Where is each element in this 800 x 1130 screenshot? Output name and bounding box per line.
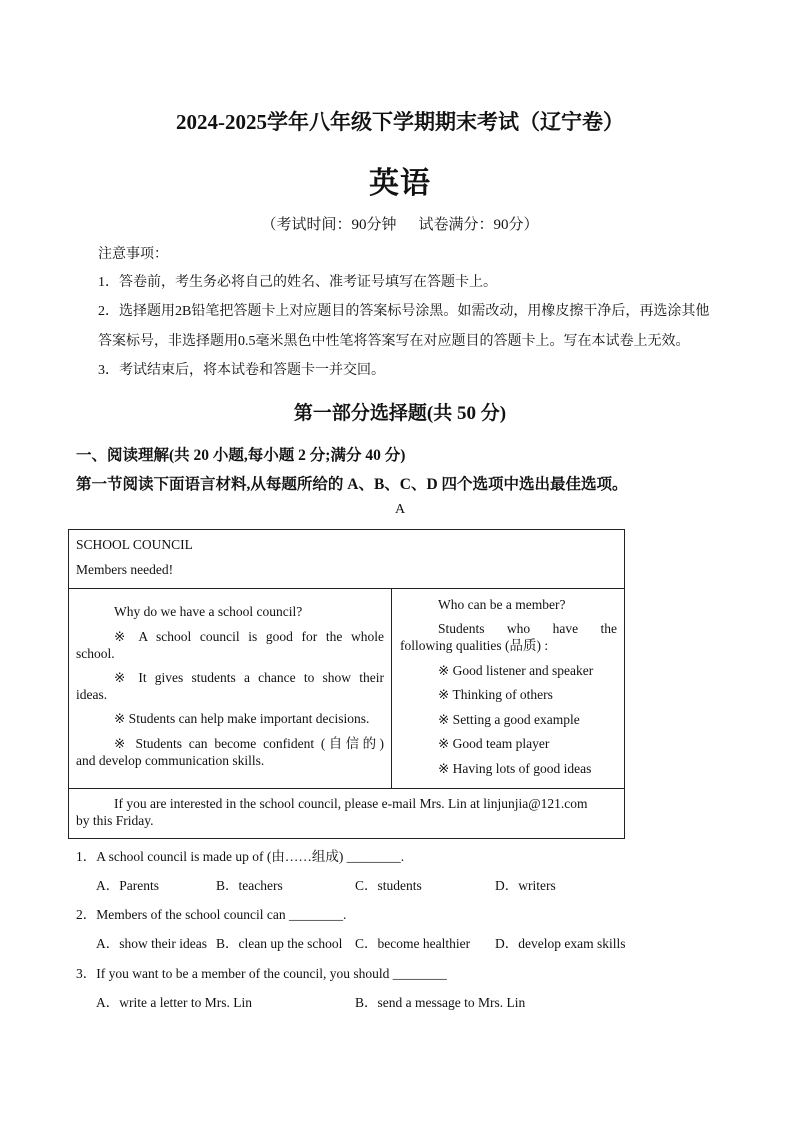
note-item-1: 1．答卷前，考生务必将自己的姓名、准考证号填写在答题卡上。	[98, 275, 497, 290]
section1-instruction: 第一节阅读下面语言材料,从每题所给的 A、B、C、D 四个选项中选出最佳选项。	[76, 476, 628, 493]
exam-title: 2024-2025学年八年级下学期期末考试（辽宁卷）	[176, 110, 624, 134]
right-title: Who can be a member?	[438, 597, 566, 612]
left-point-1: ※ A school council is good for the whole	[114, 629, 384, 644]
notice-subheading: Members needed!	[76, 562, 174, 577]
question-2-stem: 2．Members of the school council can ________.	[76, 907, 347, 922]
notice-divider	[391, 588, 392, 789]
right-intro-1: Students who have the	[438, 621, 617, 636]
left-point-4: ※ Students can become confident (自信的)	[114, 736, 384, 751]
note-item-2: 2．选择题用2B铅笔把答题卡上对应题目的答案标号涂黑。如需改动，用橡皮擦干净后，再选涂其他	[98, 304, 710, 319]
exam-info	[0, 213, 800, 234]
left-point-2-cont: ideas.	[76, 687, 108, 702]
question-1-option-b[interactable]: B．teachers	[216, 878, 283, 893]
right-point-1: ※ Good listener and speaker	[438, 663, 594, 678]
notes-heading: 注意事项：	[98, 247, 168, 262]
question-2-option-d[interactable]: D．develop exam skills	[495, 936, 626, 951]
notice-heading: SCHOOL COUNCIL	[76, 537, 193, 552]
section1-title: 一、阅读理解(共 20 小题,每小题 2 分;满分 40 分)	[76, 447, 406, 464]
question-1-option-a[interactable]: A．Parents	[96, 878, 159, 893]
note-item-2-cont: 答案标号，非选择题用0.5毫米黑色中性笔将答案写在对应题目的答题卡上。写在本试卷上无效。	[98, 334, 690, 349]
question-3-option-b[interactable]: B．send a message to Mrs. Lin	[355, 995, 526, 1010]
left-point-3: ※ Students can help make important decisions.	[114, 711, 370, 726]
subject-title: 英语	[369, 167, 431, 200]
exam-time: （考试时间：90分钟	[261, 217, 397, 233]
left-title: Why do we have a school council?	[114, 604, 303, 619]
part1-title: 第一部分选择题(共 50 分)	[293, 403, 507, 424]
left-point-2: ※ It gives students a chance to show their	[114, 670, 384, 685]
question-2-option-c[interactable]: C．become healthier	[355, 936, 471, 951]
question-3-option-a[interactable]: A．write a letter to Mrs. Lin	[96, 995, 252, 1010]
notice-footer-2: by this Friday.	[76, 813, 154, 828]
notice-footer-1: If you are interested in the school council, please e-mail Mrs. Lin at linjunjia@121.com	[114, 796, 588, 811]
right-point-2: ※ Thinking of others	[438, 687, 553, 702]
note-item-3: 3．考试结束后，将本试卷和答题卡一并交回。	[98, 363, 385, 378]
question-2-option-a[interactable]: A．show their ideas	[96, 936, 207, 951]
question-1-option-d[interactable]: D．writers	[495, 878, 556, 893]
right-point-3: ※ Setting a good example	[438, 712, 580, 727]
left-point-1-cont: school.	[76, 646, 115, 661]
passage-label: A	[394, 502, 406, 517]
question-2-option-b[interactable]: B．clean up the school	[216, 936, 343, 951]
right-point-5: ※ Having lots of good ideas	[438, 761, 592, 776]
question-1-option-c[interactable]: C．students	[355, 878, 422, 893]
right-point-4: ※ Good team player	[438, 736, 550, 751]
left-point-4-cont: and develop communication skills.	[76, 753, 265, 768]
right-intro-2: following qualities (品质) :	[400, 638, 549, 653]
full-score: 试卷满分：90分）	[418, 217, 539, 233]
question-3-stem: 3．If you want to be a member of the council, you should ________	[76, 966, 447, 981]
question-1-stem: 1．A school council is made up of (由……组成) ________.	[76, 849, 405, 864]
